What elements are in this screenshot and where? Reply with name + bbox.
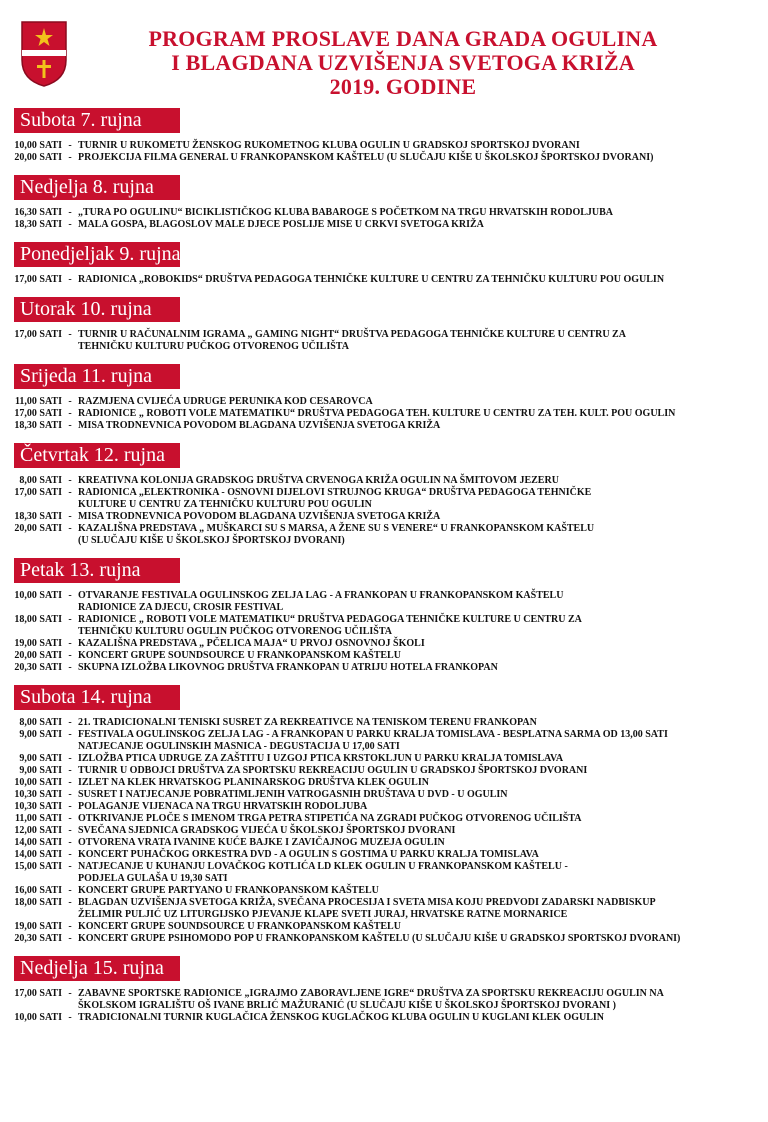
event-description: KAZALIŠNA PREDSTAVA „ MUŠKARCI SU S MARSA, A ŽENE SU S VENERE“ U FRANKOPANSKOM KAŠTELU (U SLUČAJU KIŠE U ŠKOLSKOJ ŠPORTSKOJ DVORANI) — [78, 523, 595, 546]
event-description: SUSRET I NATJECANJE POBRATIMLJENIH VATROGASNIH DRUŠTAVA U DVD - U OGULIN — [78, 789, 508, 800]
event-time: 10,00 SATI — [14, 777, 62, 788]
event-description: OTKRIVANJE PLOČE S IMENOM TRGA PETRA STIPETIĆA NA ZGRADI PUČKOG OTVORENOG UČILIŠTA — [78, 813, 582, 824]
event-time: 9,00 SATI — [19, 729, 62, 740]
event-list — [0, 329, 768, 353]
event-description: KAZALIŠNA PREDSTAVA „ PČELICA MAJA“ U PRVOJ OSNOVNOJ ŠKOLI — [78, 638, 425, 649]
event-time: 11,00 SATI — [14, 813, 62, 824]
day-section — [0, 443, 768, 547]
event-time: 9,00 SATI — [19, 765, 62, 776]
day-heading: Nedjelja 8. rujna — [14, 175, 180, 200]
event-row — [0, 801, 768, 813]
event-description: FESTIVALA OGULINSKOG ZELJA LAG - A FRANKOPAN U PARKU KRALJA TOMISLAVA - BESPLATNA SARMA OD 13,00 SATI NATJECANJE OGULINSKIH MASNICA - DEGUSTACIJA U 17,00 SATI — [78, 729, 668, 752]
program-schedule — [0, 108, 768, 1035]
day-section — [0, 175, 768, 231]
event-time: 11,00 SATI — [14, 396, 62, 407]
event-separator: - — [68, 638, 72, 649]
event-separator: - — [68, 207, 72, 218]
event-row — [0, 813, 768, 825]
event-row — [0, 408, 768, 420]
event-list — [0, 590, 768, 674]
event-description: TURNIR U RUKOMETU ŽENSKOG RUKOMETNOG KLUBA OGULIN U GRADSKOJ SPORTSKOJ DVORANI — [78, 140, 580, 151]
page-header — [0, 0, 768, 100]
event-separator: - — [68, 475, 72, 486]
event-description: TURNIR U RAČUNALNIM IGRAMA „ GAMING NIGHT“ DRUŠTVA PEDAGOGA TEHNIČKE KULTURE U CENTRU ZA TEHNIČKU KULTURU PUČKOG OTVORENOG UČILIŠTA — [78, 329, 626, 352]
event-row — [0, 765, 768, 777]
event-separator: - — [68, 329, 72, 340]
event-separator: - — [68, 511, 72, 522]
day-heading: Četvrtak 12. rujna — [14, 443, 180, 468]
event-separator: - — [68, 849, 72, 860]
event-separator: - — [68, 590, 72, 601]
event-time: 16,00 SATI — [14, 885, 62, 896]
title-line-3: 2019. GODINE — [329, 74, 477, 99]
event-separator: - — [68, 219, 72, 230]
day-heading: Srijeda 11. rujna — [14, 364, 180, 389]
event-time: 18,00 SATI — [14, 897, 62, 908]
event-row — [0, 152, 768, 164]
event-time: 18,30 SATI — [14, 219, 62, 230]
event-description: „TURA PO OGULINU“ BICIKLISTIČKOG KLUBA BABAROGE S POČETKOM NA TRGU HRVATSKIH RODOLJUBA — [78, 207, 614, 218]
event-separator: - — [68, 717, 72, 728]
event-row — [0, 837, 768, 849]
event-time: 10,00 SATI — [14, 1012, 62, 1023]
day-section — [0, 242, 768, 286]
event-separator: - — [68, 933, 72, 944]
event-row — [0, 861, 768, 885]
event-row — [0, 933, 768, 945]
event-description: RADIONICE „ ROBOTI VOLE MATEMATIKU“ DRUŠTVA PEDAGOGA TEH. KULTURE U CENTRU ZA TEH. KULT. POU OGULIN — [78, 408, 676, 419]
day-section — [0, 685, 768, 945]
event-description: RADIONICA „ROBOKIDS“ DRUŠTVA PEDAGOGA TEHNIČKE KULTURE U CENTRU ZA TEHNIČKU KULTURU POU OGULIN — [78, 274, 665, 285]
event-time: 20,30 SATI — [14, 933, 62, 944]
coat-of-arms-icon — [20, 20, 68, 88]
event-row — [0, 897, 768, 921]
event-row — [0, 475, 768, 487]
event-row — [0, 523, 768, 547]
event-separator: - — [68, 396, 72, 407]
event-row — [0, 825, 768, 837]
event-description: MISA TRODNEVNICA POVODOM BLAGDANA UZVIŠENJA SVETOGA KRIŽA — [78, 420, 441, 431]
event-description: BLAGDAN UZVIŠENJA SVETOGA KRIŽA, SVEČANA PROCESIJA I SVETA MISA KOJU PREDVODI ZADARSKI NADBISKUP ŽELIMIR PULJIĆ UZ LITURGIJSKO PJEVANJE KLAPE SVETI JURAJ, HRVATSKE RATNE MORNARICE — [78, 897, 656, 920]
event-time: 20,30 SATI — [14, 662, 62, 673]
event-row — [0, 274, 768, 286]
title-line-1: PROGRAM PROSLAVE DANA GRADA OGULINA — [148, 26, 658, 51]
event-description: KONCERT GRUPE SOUNDSOURCE U FRANKOPANSKOM KAŠTELU — [78, 650, 401, 661]
event-separator: - — [68, 988, 72, 999]
event-row — [0, 140, 768, 152]
event-description: KREATIVNA KOLONIJA GRADSKOG DRUŠTVA CRVENOGA KRIŽA OGULIN NA ŠMITOVOM JEZERU — [78, 475, 559, 486]
event-separator: - — [68, 729, 72, 740]
day-heading: Ponedjeljak 9. rujna — [14, 242, 180, 267]
event-time: 20,00 SATI — [14, 523, 62, 534]
event-time: 18,30 SATI — [14, 420, 62, 431]
event-time: 18,00 SATI — [14, 614, 62, 625]
event-time: 20,00 SATI — [14, 152, 62, 163]
event-time: 19,00 SATI — [14, 921, 62, 932]
event-description: IZLOŽBA PTICA UDRUGE ZA ZAŠTITU I UZGOJ PTICA KRSTOKLJUN U PARKU KRALJA TOMISLAVA — [78, 753, 564, 764]
event-time: 14,00 SATI — [14, 849, 62, 860]
event-description: POLAGANJE VIJENACA NA TRGU HRVATSKIH RODOLJUBA — [78, 801, 368, 812]
event-description: KONCERT GRUPE PSIHOMODO POP U FRANKOPANSKOM KAŠTELU (U SLUČAJU KIŠE U GRADSKOJ SPORTSKOJ DVORANI) — [78, 933, 681, 944]
event-row — [0, 590, 768, 614]
event-row — [0, 777, 768, 789]
event-separator: - — [68, 662, 72, 673]
day-section — [0, 297, 768, 353]
event-separator: - — [68, 813, 72, 824]
event-time: 19,00 SATI — [14, 638, 62, 649]
event-list — [0, 988, 768, 1024]
event-separator: - — [68, 861, 72, 872]
event-separator: - — [68, 837, 72, 848]
event-time: 10,30 SATI — [14, 801, 62, 812]
event-separator: - — [68, 614, 72, 625]
event-list — [0, 140, 768, 164]
event-description: MALA GOSPA, BLAGOSLOV MALE DJECE POSLIJE MISE U CRKVI SVETOGA KRIŽA — [78, 219, 484, 230]
event-time: 10,00 SATI — [14, 590, 62, 601]
event-description: KONCERT GRUPE SOUNDSOURCE U FRANKOPANSKOM KAŠTELU — [78, 921, 401, 932]
event-separator: - — [68, 897, 72, 908]
event-time: 10,30 SATI — [14, 789, 62, 800]
event-time: 18,30 SATI — [14, 511, 62, 522]
event-time: 17,00 SATI — [14, 487, 62, 498]
event-separator: - — [68, 487, 72, 498]
event-row — [0, 849, 768, 861]
event-list — [0, 207, 768, 231]
event-row — [0, 789, 768, 801]
event-time: 8,00 SATI — [19, 717, 62, 728]
event-time: 12,00 SATI — [14, 825, 62, 836]
page-title — [78, 27, 728, 99]
event-time: 17,00 SATI — [14, 274, 62, 285]
event-time: 9,00 SATI — [19, 753, 62, 764]
event-separator: - — [68, 789, 72, 800]
event-row — [0, 753, 768, 765]
event-row — [0, 219, 768, 231]
event-separator: - — [68, 650, 72, 661]
event-separator: - — [68, 140, 72, 151]
event-row — [0, 487, 768, 511]
event-description: KONCERT PUHAČKOG ORKESTRA DVD - A OGULIN S GOSTIMA U PARKU KRALJA TOMISLAVA — [78, 849, 539, 860]
event-list — [0, 274, 768, 286]
event-row — [0, 614, 768, 638]
event-row — [0, 638, 768, 650]
event-separator: - — [68, 825, 72, 836]
event-description: OTVARANJE FESTIVALA OGULINSKOG ZELJA LAG - A FRANKOPAN U FRANKOPANSKOM KAŠTELU RADIONICE ZA DJECU, CROSIR FESTIVAL — [78, 590, 564, 613]
event-separator: - — [68, 921, 72, 932]
event-separator: - — [68, 152, 72, 163]
event-time: 17,00 SATI — [14, 408, 62, 419]
event-row — [0, 329, 768, 353]
event-time: 15,00 SATI — [14, 861, 62, 872]
event-separator: - — [68, 753, 72, 764]
day-heading: Petak 13. rujna — [14, 558, 180, 583]
event-row — [0, 662, 768, 674]
event-row — [0, 650, 768, 662]
event-description: IZLET NA KLEK HRVATSKOG PLANINARSKOG DRUŠTVA KLEK OGULIN — [78, 777, 429, 788]
event-time: 14,00 SATI — [14, 837, 62, 848]
event-description: KONCERT GRUPE PARTYANO U FRANKOPANSKOM KAŠTELU — [78, 885, 379, 896]
event-time: 17,00 SATI — [14, 329, 62, 340]
day-section — [0, 956, 768, 1024]
event-row — [0, 396, 768, 408]
event-description: TRADICIONALNI TURNIR KUGLAČICA ŽENSKOG KUGLAČKOG KLUBA OGULIN U KUGLANI KLEK OGULIN — [78, 1012, 605, 1023]
event-row — [0, 1012, 768, 1024]
event-row — [0, 885, 768, 897]
day-section — [0, 364, 768, 432]
event-separator: - — [68, 801, 72, 812]
event-list — [0, 396, 768, 432]
event-description: RADIONICE „ ROBOTI VOLE MATEMATIKU“ DRUŠTVA PEDAGOGA TEHNIČKE KULTURE U CENTRU ZA TEHNIČKU KULTURU OGULIN PUČKOG OTVORENOG UČILIŠTA — [78, 614, 582, 637]
event-separator: - — [68, 523, 72, 534]
event-row — [0, 717, 768, 729]
event-time: 17,00 SATI — [14, 988, 62, 999]
event-row — [0, 207, 768, 219]
day-heading: Utorak 10. rujna — [14, 297, 180, 322]
event-description: SVEČANA SJEDNICA GRADSKOG VIJEĆA U ŠKOLSKOJ ŠPORTSKOJ DVORANI — [78, 825, 456, 836]
event-description: ZABAVNE SPORTSKE RADIONICE „IGRAJMO ZABORAVLJENE IGRE“ DRUŠTVA ZA SPORTSKU REKREACIJU OGULIN NA ŠKOLSKOM IGRALIŠTU OŠ IVANE BRLIĆ MAŽURANIĆ (U SLUČAJU KIŠE U ŠKOLSKOJ ŠPORTSKOJ DVORANI ) — [78, 988, 664, 1011]
day-heading: Nedjelja 15. rujna — [14, 956, 180, 981]
event-description: PROJEKCIJA FILMA GENERAL U FRANKOPANSKOM KAŠTELU (U SLUČAJU KIŠE U ŠKOLSKOJ ŠPORTSKOJ DVORANI) — [78, 152, 654, 163]
event-description: MISA TRODNEVNICA POVODOM BLAGDANA UZVIŠENJA SVETOGA KRIŽA — [78, 511, 441, 522]
event-description: RAZMJENA CVIJEĆA UDRUGE PERUNIKA KOD CESAROVCA — [78, 396, 373, 407]
day-section — [0, 108, 768, 164]
event-time: 8,00 SATI — [19, 475, 62, 486]
event-time: 10,00 SATI — [14, 140, 62, 151]
event-separator: - — [68, 765, 72, 776]
event-row — [0, 729, 768, 753]
event-row — [0, 511, 768, 523]
day-heading: Subota 7. rujna — [14, 108, 180, 133]
event-list — [0, 475, 768, 547]
event-row — [0, 420, 768, 432]
event-time: 20,00 SATI — [14, 650, 62, 661]
event-separator: - — [68, 274, 72, 285]
event-separator: - — [68, 885, 72, 896]
event-description: TURNIR U ODBOJCI DRUŠTVA ZA SPORTSKU REKREACIJU OGULIN U GRADSKOJ ŠPORTSKOJ DVORANI — [78, 765, 588, 776]
event-description: OTVORENA VRATA IVANINE KUĆE BAJKE I ZAVIČAJNOG MUZEJA OGULIN — [78, 837, 445, 848]
day-section — [0, 558, 768, 674]
event-separator: - — [68, 777, 72, 788]
event-time: 16,30 SATI — [14, 207, 62, 218]
title-line-2: I BLAGDANA UZVIŠENJA SVETOGA KRIŽA — [171, 50, 635, 75]
day-heading: Subota 14. rujna — [14, 685, 180, 710]
event-separator: - — [68, 1012, 72, 1023]
event-description: RADIONICA „ELEKTRONIKA - OSNOVNI DIJELOVI STRUJNOG KRUGA“ DRUŠTVA PEDAGOGA TEHNIČKE KULTURE U CENTRU ZA TEHNIČKU KULTURU POU OGULIN — [78, 487, 592, 510]
event-list — [0, 717, 768, 945]
event-separator: - — [68, 408, 72, 419]
event-description: NATJECANJE U KUHANJU LOVAČKOG KOTLIĆA LD KLEK OGULIN U FRANKOPANSKOM KAŠTELU - PODJELA GULAŠA U 19,30 SATI — [78, 861, 568, 884]
event-row — [0, 988, 768, 1012]
event-row — [0, 921, 768, 933]
event-description: SKUPNA IZLOŽBA LIKOVNOG DRUŠTVA FRANKOPAN U ATRIJU HOTELA FRANKOPAN — [78, 662, 498, 673]
event-separator: - — [68, 420, 72, 431]
event-description: 21. TRADICIONALNI TENISKI SUSRET ZA REKREATIVCE NA TENISKOM TERENU FRANKOPAN — [78, 717, 537, 728]
